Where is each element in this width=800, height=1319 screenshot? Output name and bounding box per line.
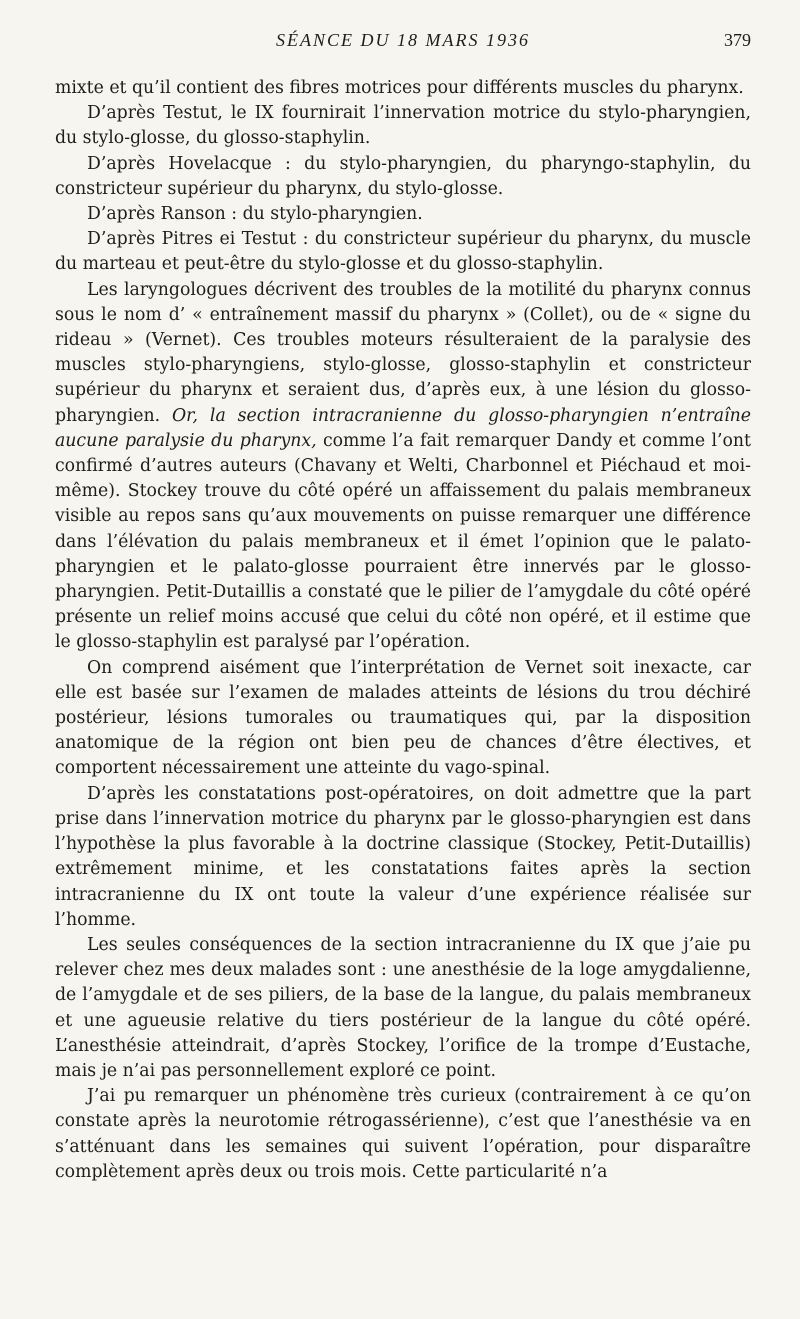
paragraph-6-text-cont: comme l’a fait remarquer Dandy et comme l’ont confirmé d’autres auteurs (Chavany et Welti, Charbonnel et Piéchaud et moi-même). Stockey trouve du côté opéré un affaissement du palais membraneux visible au repos sans qu’aux mouvements on puisse remarquer une différence dans l’élévation du palais membraneux et il émet l’opinion que le palato-pharyngien et le palato-glosse pourraient être innervés par le glosso-pharyngien. Petit-Dutaillis a constaté que le pilier de l’amygdale du côté opéré présente un relief moins accusé que celui du côté non opéré, et il estime que le glosso-staphylin est paralysé par l’opération. xyxy=(55,430,751,653)
paragraph-4: D’après Ranson : du stylo-pharyngien. xyxy=(87,204,423,225)
body-text xyxy=(55,76,751,1185)
paragraph-2: D’après Testut, le IX fournirait l’innervation motrice du stylo-pharyngien, du stylo-glosse, du glosso-staphylin. xyxy=(55,103,751,149)
paragraph-8: D’après les constatations post-opératoires, on doit admettre que la part prise dans l’innervation motrice du pharynx par le glosso-pharyngien est dans l’hypothèse la plus favorable à la doctrine classique (Stockey, Petit-Dutaillis) extrêmement minime, et les constatations faites après la section intracranienne du IX ont toute la valeur d’une expérience réalisée sur l’homme. xyxy=(55,783,751,930)
running-head: SÉANCE DU 18 MARS 1936 xyxy=(276,30,530,50)
paragraph-7: On comprend aisément que l’interprétation de Vernet soit inexacte, car elle est basée sur l’examen de malades atteints de lésions du trou déchiré postérieur, lésions tumorales ou traumatiques qui, par la disposition anatomique de la région ont bien peu de chances d’être électives, et comportent nécessairement une atteinte du vago-spinal. xyxy=(55,657,751,779)
paragraph-6 xyxy=(55,278,751,656)
paragraph-10: J’ai pu remarquer un phénomène très curieux (contrairement à ce qu’on constate après la neurotomie rétrogassérienne), c’est que l’anesthésie va en s’atténuant dans les semaines qui suivent l’opération, pour disparaître complètement après deux ou trois mois. Cette particularité n’a xyxy=(55,1086,751,1182)
paragraph-1: mixte et qu’il contient des fibres motrices pour différents muscles du pharynx. xyxy=(55,78,744,98)
paragraph-9: Les seules conséquences de la section intracranienne du IX que j’aie pu relever chez mes deux malades sont : une anesthésie de la loge amygdalienne, de l’amygdale et de ses piliers, de la base de la langue, du palais membraneux et une agueusie relative du tiers postérieur de la langue du côté opéré. L’anesthésie atteindrait, d’après Stockey, l’orifice de la trompe d’Eustache, mais je n’ai pas personnellement exploré ce point. xyxy=(55,934,751,1081)
paragraph-5: D’après Pitres ei Testut : du constricteur supérieur du pharynx, du muscle du marteau et peut-être du stylo-glosse et du glosso-staphylin. xyxy=(55,229,751,275)
paragraph-6-text: Les laryngologues décrivent des troubles de la motilité du pharynx connus sous le nom d’ « entraînement massif du pharynx » (Collet), ou de « signe du rideau » (Vernet). Ces troubles moteurs résulteraient de la paralysie des muscles stylo-pharyngiens, stylo-glosse, glosso-staphylin et constricteur supérieur du pharynx et seraient dus, d’après eux, à une lésion du glosso-pharyngien. xyxy=(55,279,751,426)
paragraph-3: D’après Hovelacque : du stylo-pharyngien, du pharyngo-staphylin, du constricteur supérieur du pharynx, du stylo-glosse. xyxy=(55,153,751,199)
paragraph-6-italic-text: Or, la section intracranienne du glosso-pharyngien n’entraîne aucune paralysie du pharynx, xyxy=(55,405,751,451)
page-header xyxy=(55,30,751,54)
page-number: 379 xyxy=(724,30,751,50)
